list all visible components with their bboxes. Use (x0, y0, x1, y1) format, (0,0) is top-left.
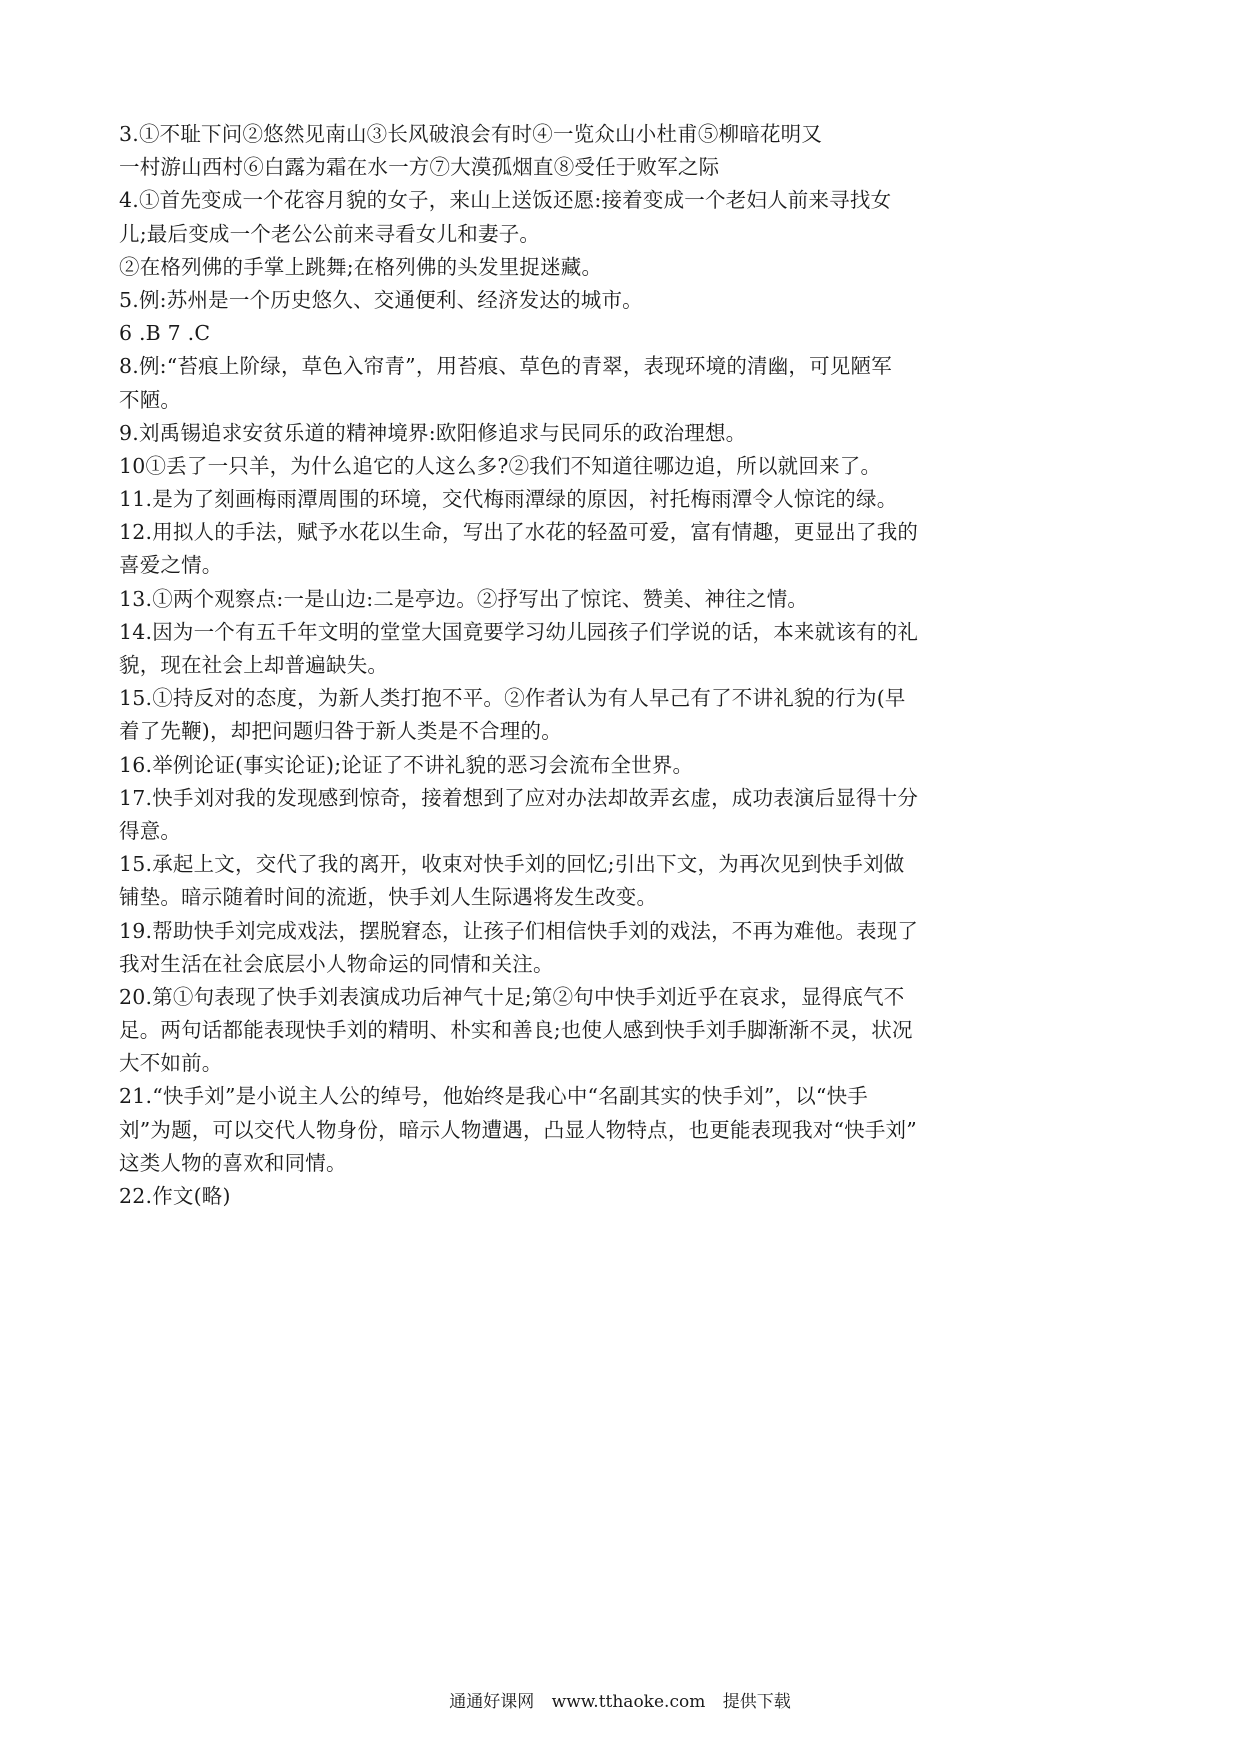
answer-line: 大不如前。 (119, 1051, 223, 1076)
answer-line: 3.①不耻下问②悠然见南山③长风破浪会有时④一览众山小杜甫⑤柳暗花明又 (119, 122, 823, 146)
answer-line: 5.例:苏州是一个历史悠久、交通便利、经济发达的城市。 (119, 287, 643, 312)
answer-line: 16.举例论证(事实论证);论证了不讲礼貌的恶习会流布全世界。 (119, 752, 694, 777)
answer-line: 21.“快手刘”是小说主人公的绰号，他始终是我心中“名副其实的快手刘”，以“快手 (119, 1084, 869, 1109)
footer-site-name: 通通好课网 (449, 1692, 535, 1712)
answer-line: 15.承起上文，交代了我的离开，收束对快手刘的回忆;引出下文，为再次见到快手刘做 (119, 852, 905, 877)
answer-list (119, 118, 1129, 1213)
answer-line: 喜爱之情。 (119, 553, 223, 578)
answer-line: 13.①两个观察点:一是山边:二是亭边。②抒写出了惊诧、赞美、神往之情。 (119, 586, 809, 611)
answer-line: 9.刘禹锡追求安贫乐道的精神境界:欧阳修追求与民同乐的政治理想。 (119, 420, 747, 445)
answer-line: 6 .B 7 .C (119, 321, 211, 346)
answer-line: 铺垫。暗示随着时间的流逝，快手刘人生际遇将发生改变。 (119, 885, 658, 910)
answer-line: 8.例:“苔痕上阶绿，草色入帘青”，用苔痕、草色的青翠，表现环境的清幽，可见陋军 (119, 354, 892, 379)
answer-line: 20.第①句表现了快手刘表演成功后神气十足;第②句中快手刘近乎在哀求，显得底气不 (119, 984, 905, 1009)
answer-line: 17.快手刘对我的发现感到惊奇，接着想到了应对办法却故弄玄虚，成功表演后显得十分 (119, 785, 919, 810)
footer-note: 提供下载 (722, 1692, 791, 1712)
answer-line: 得意。 (119, 818, 182, 843)
answer-line: 19.帮助快手刘完成戏法，摆脱窘态，让孩子们相信快手刘的戏法，不再为难他。表现了 (119, 918, 919, 943)
answer-line: 不陋。 (119, 387, 182, 412)
answer-line: 足。两句话都能表现快手刘的精明、朴实和善良;也使人感到快手刘手脚渐渐不灵，状况 (119, 1018, 913, 1043)
footer-url[interactable]: www.tthaoke.com (551, 1692, 706, 1712)
answer-line: 15.①持反对的态度，为新人类打抱不平。②作者认为有人早己有了不讲礼貌的行为(早 (119, 686, 906, 711)
answer-line: 儿;最后变成一个老公公前来寻看女儿和妻子。 (119, 221, 541, 246)
answer-line: 我对生活在社会底层小人物命运的同情和关注。 (119, 951, 554, 976)
answer-line: ②在格列佛的手掌上跳舞;在格列佛的头发里捉迷藏。 (119, 254, 603, 279)
answer-line: 着了先鞭)，却把问题归咎于新人类是不合理的。 (119, 719, 562, 744)
answer-line: 一村游山西村⑥白露为霜在水一方⑦大漠孤烟直⑧受任于败军之际 (119, 155, 720, 180)
answer-line: 22.作文(略) (119, 1184, 231, 1208)
answer-line: 貌，现在社会上却普遍缺失。 (119, 653, 389, 677)
page-footer (0, 1691, 1240, 1713)
answer-line: 12.用拟人的手法，赋予水花以生命，写出了水花的轻盈可爱，富有情趣，更显出了我的 (119, 520, 919, 545)
answer-line: 4.①首先变成一个花容月貌的女子，来山上送饭还愿:接着变成一个老妇人前来寻找女 (119, 188, 892, 213)
answer-line: 这类人物的喜欢和同情。 (119, 1150, 347, 1175)
answer-line: 11.是为了刻画梅雨潭周围的环境，交代梅雨潭绿的原因，衬托梅雨潭令人惊诧的绿。 (119, 487, 898, 512)
answer-line: 刘”为题，可以交代人物身份，暗示人物遭遇，凸显人物特点，也更能表现我对“快手刘” (119, 1117, 917, 1142)
answer-line: 14.因为一个有五千年文明的堂堂大国竟要学习幼儿园孩子们学说的话，本来就该有的礼 (119, 619, 919, 644)
answer-line: 10①丢了一只羊，为什么追它的人这么多?②我们不知道往哪边追，所以就回来了。 (119, 453, 882, 478)
